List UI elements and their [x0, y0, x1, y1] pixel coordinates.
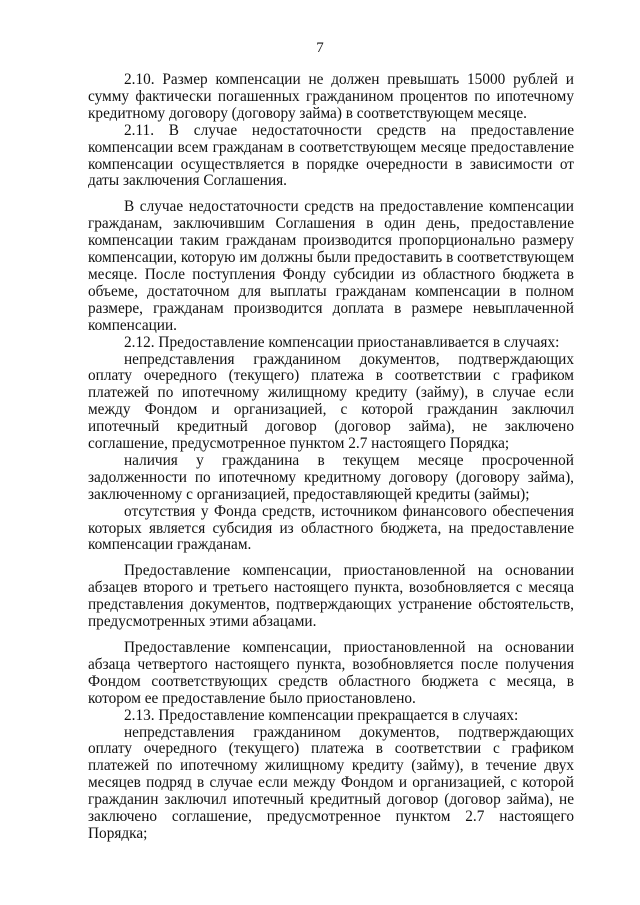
paragraph-suspension-case-2: наличия у гражданина в текущем месяце просроченной задолженности по ипотечному кредитному договору (договору займа), заключенному с организацией, предоставляющей кредиты (займы);: [88, 451, 574, 503]
paragraph-insufficient-funds: В случае недостаточности средств на предоставление компенсации гражданам, заключившим Соглашения в один день, предоставление компенсации таким гражданам производится пропорционально размеру компенсации, которую им должны были предоставить в соответствующем месяце. После поступления Фонду субсидии из областного бюджета в объеме, достаточном для выплаты гражданам компенсации в полном размере, гражданам производится доплата в размере невыплаченной компенсации.: [88, 198, 575, 334]
paragraph-suspension-case-1: непредставления гражданином документов, подтверждающих оплату очередного (текущего) платежа в соответствии с графиком платежей по ипотечному жилищному кредиту (займу), в случае если между Фондом и организацией, с которой гражданин заключил ипотечный кредитный договор (договор займа), не заключено соглашение, предусмотренное пунктом 2.7 настоящего Порядка;: [88, 350, 574, 453]
paragraph-2-12: 2.12. Предоставление компенсации приостанавливается в случаях:: [124, 333, 560, 351]
page-number: 7: [316, 40, 324, 56]
paragraph-resumption-1: Предоставление компенсации, приостановленной на основании абзацев второго и третьего настоящего пункта, возобновляется с месяца представления документов, подтверждающих устранение обстоятельств, предусмотренных этими абзацами.: [88, 562, 574, 631]
document-body: [88, 72, 574, 843]
paragraph-termination-case-1: непредставления гражданином документов, подтверждающих оплату очередного (текущего) платежа в соответствии с графиком платежей по ипотечному жилищному кредиту (займу), в течение двух месяцев подряд в случае если между Фондом и организацией, с которой гражданин заключил ипотечный кредитный договор (договор займа), не заключено соглашение, предусмотренное пунктом 2.7 настоящего Порядка;: [88, 723, 574, 842]
paragraph-resumption-2: Предоставление компенсации, приостановленной на основании абзаца четвертого настоящего пункта, возобновляется после получения Фондом соответствующих средств областного бюджета с месяца, в котором ее предоставление было приостановлено.: [88, 639, 574, 707]
paragraph-suspension-case-3: отсутствия у Фонда средств, источником финансового обеспечения которых является субсидия из областного бюджета, на предоставление компенсации гражданам.: [88, 502, 574, 554]
paragraph-2-13: 2.13. Предоставление компенсации прекращается в случаях:: [124, 706, 519, 724]
paragraph-2-11: 2.11. В случае недостаточности средств на предоставление компенсации всем гражданам в соответствующем месяце предоставление компенсации осуществляется в порядке очередности в зависимости от даты заключения Соглашения.: [88, 121, 574, 190]
paragraph-2-10: 2.10. Размер компенсации не должен превышать 15000 рублей и сумму фактически погашенных гражданином процентов по ипотечному кредитному договору (договору займа) в соответствующем месяце.: [88, 71, 574, 122]
